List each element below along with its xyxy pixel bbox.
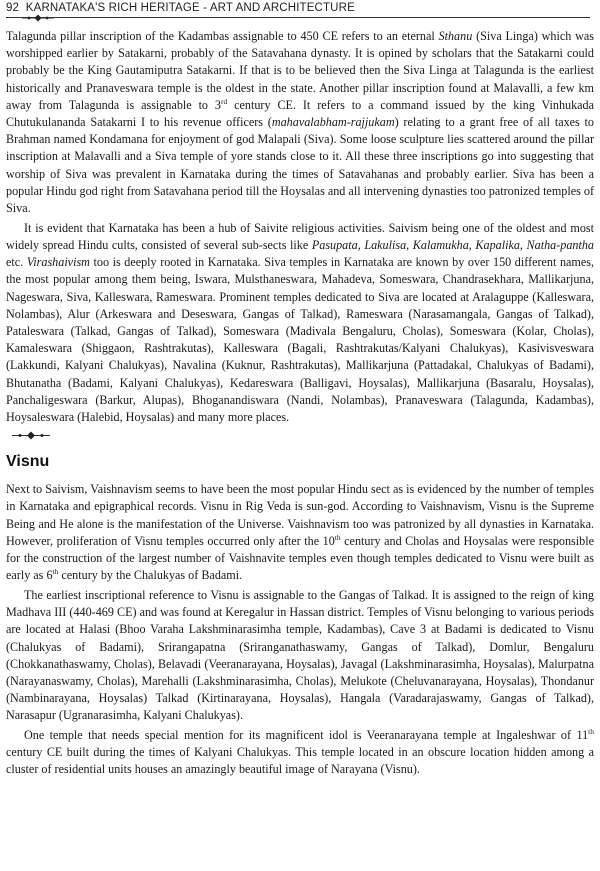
ordinal-superscript: th: [334, 532, 341, 542]
italic-term: mahavalabham-rajjukam: [271, 115, 395, 130]
text-run: The earliest inscriptional reference to Visnu is assignable to the Gangas of Talkad. It is assigned to the reign of king Madhava III (440-469 CE) and was found at Keregalur in Hassan district. Temples of Visnu belonging to various periods are located at Halasi (Bhoo Varaha Lakshminarasimha temple, Kadambas), Cave 3 at Badami is dedicated to Visnu (Chalukyas of Badami), Srirangapatna (Sriranganathaswamy, Gangas of Talkad), Domlur, Bengaluru (Chokkanathaswamy, Cholas), Belavadi (Veeranarayana, Hoysalas), Javagal (Lakshminarasimha, Hoysalas), Malurpatna (Narayanaswamy, Cholas), Marehalli (Lakshminarasimha, Cholas), Melukote (Cheluvanarayana, Hoysalas), Thondanur (Nambinarayana, Hoysalas) Talkad (Kirtinarayana, Hoysalas), Hangala (Varadarajaswamy, Gangas of Talkad), Narasapur (Ugranarasimha, Kalyani Chalukyas).: [6, 587, 594, 723]
page-header: [6, 1, 590, 23]
section-heading: Visnu: [6, 453, 50, 471]
text-run: century and Cholas and Hoysalas were responsible for the construction of the largest number of Vaishnavite temples even though temples dedicated to Visnu were built as early as 6: [6, 533, 594, 583]
running-title: KARNATAKA'S RICH HERITAGE - ART AND ARCHITECTURE: [25, 2, 355, 14]
paragraph-3: [6, 481, 594, 584]
text-run: It is evident that Karnataka has been a hub of Saivite religious activities. Saivism being one of the oldest and most widely spread Hindu cults, consisted of several sub-sects like: [6, 220, 594, 252]
paragraph-4: [6, 587, 594, 725]
text-run: century by the Chalukyas of Badami.: [58, 568, 243, 583]
running-head: [6, 1, 590, 15]
paragraph-5: [6, 727, 594, 779]
italic-term: Virashaivism: [26, 255, 90, 270]
text-run: century CE. It refers to a command issued by the king Vinhukada Chutukulananda Satakarni I to his revenue officers (: [6, 97, 594, 130]
header-ornament-icon: [22, 14, 54, 22]
paragraph-2: [6, 220, 594, 426]
text-run: Talagunda pillar inscription of the Kadambas assignable to 450 CE refers to an eternal: [6, 29, 439, 43]
text-run: century CE built during the times of Kalyani Chalukyas. This temple located in an obscure location hidden among a cluster of residential units houses an amazingly beautiful image of Narayana (Visnu).: [6, 745, 594, 777]
paragraph-1: [6, 28, 594, 217]
text-run: too is deeply rooted in Karnataka. Siva temples in Karnataka are known by over 150 different names, the most popular among them being, Iswara, Mulsthaneswara, Mahadeva, Someswara, Chandrasekhara, Mallikarjuna, Nageswara, Siva, Kalleswara, Rameswara. Prominent temples dedicated to Siva are located at Aralaguppe (Kalleswara, Nolambas), Alur (Arkeswara and Deseswara, Gangas of Talkad), Rameswara (Narasamangala, Gangas of Talkad), Pataleswara (Talkad, Gangas of Talkad), Someswara (Madivala Bengaluru, Cholas), Someswara (Kolar, Cholas), Kamaleswara (Shiggaon, Rashtrakutas), Kalleswara (Bagali, Rashtrakutas/Kalyani Chalukyas), Kasivisveswara (Lakkundi, Kalyani Chalukyas), Navalina (Kuknur, Rashtrakutas), Mallikarjuna (Pattadakal, Chalukyas of Badami), Bhutanatha (Badami, Kalyani Chalukyas), Kedareswara (Balligavi, Hoysalas), Mallikarjuna (Basaralu, Hoysalas), Panchaligeswara (Barkur, Alupas), Bhoganandiswara (Nandi, Nolambas), Pranaveswara (Talagunda, Kadambas), Hoysaleswara (Halebid, Hoysalas) and many more places.: [6, 255, 594, 424]
text-run: Next to Saivism, Vaishnavism seems to have been the most popular Hindu sect as is evidenced by the number of temples in Karnataka and epigraphical records. Visnu in Rig Veda is sun-god. According to Vaishnavism, Visnu is the Supreme Being and He alone is the manifestation of the Universe. Vaishnavism too was patronized by all dynasties in Karnataka. However, proliferation of Visnu temples occurred only after the 10: [6, 482, 594, 548]
ordinal-superscript: th: [52, 567, 59, 577]
text-run: etc.: [6, 255, 27, 270]
text-run: One temple that needs special mention for its magnificent idol is Veeranarayana temple at Ingaleshwar of 11: [24, 728, 589, 743]
text-run: ) relating to a grant free of all taxes to Brahman named Kondamana for enjoyment of god Malapali (Siva). Some loose sculpture lies scattered around the pillar inscription at Malavalli and a Siva temple of yore stands close to it. All these three inscriptions go into suggesting that worship of Siva was prevalent in Karnataka during the times of Satavahanas and probably earlier. Siva has been a popular Hindu god right from Satavahana period till the Hoysalas and all intervening dynasties too patronized temples of Siva.: [6, 115, 594, 216]
header-rule: [6, 17, 590, 18]
divider-ornament-icon: [12, 431, 50, 440]
italic-term: Sthanu: [438, 29, 473, 43]
italic-term: Pasupata, Lakulisa, Kalamukha, Kapalika, Natha-pantha: [311, 237, 594, 252]
text-run: (Siva Linga) which was worshipped earlier by Satakarni, probably of the Satavahana dynasty. It is opined by scholars that the Satakarni could probably be the King Gautamiputra Satakarni. If that is to be believed then the Siva Linga at Talagunda is the earliest historically and Pranaveswara temple is the oldest in the state. Another pillar inscription found at Malavalli, a few km away from Talagunda is assignable to 3: [6, 29, 594, 112]
section-divider: [6, 431, 594, 440]
page-number: 92: [6, 2, 20, 14]
page-body: [6, 28, 594, 779]
ordinal-superscript: rd: [220, 96, 228, 106]
ordinal-superscript: th: [588, 727, 594, 737]
